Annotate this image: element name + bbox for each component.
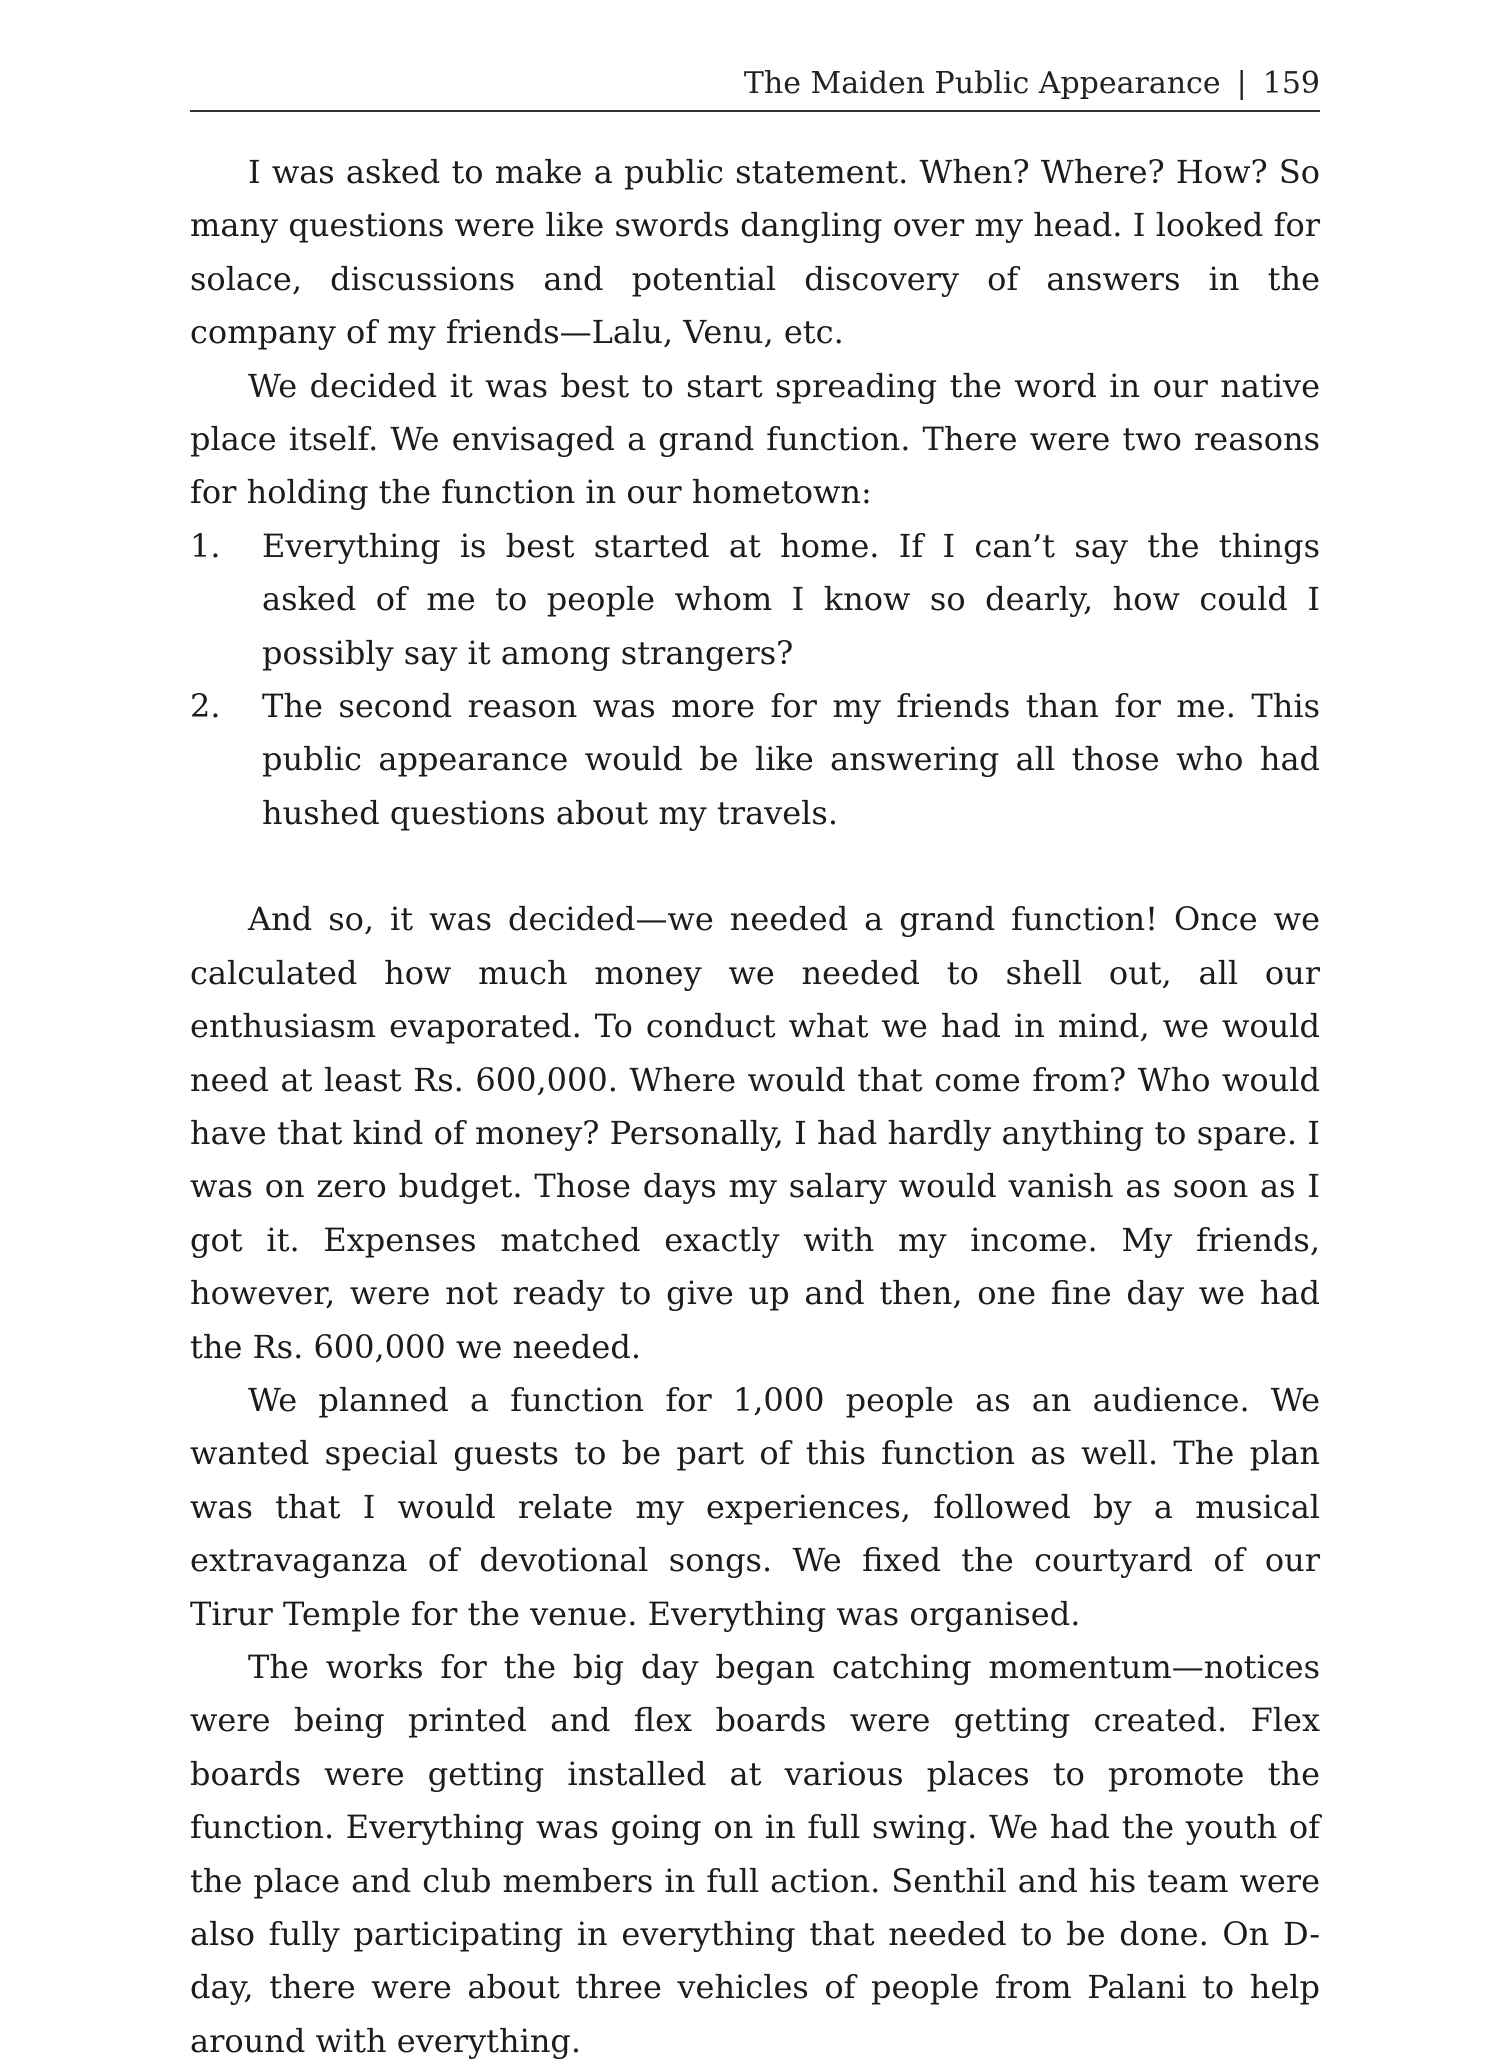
header-separator: |	[1236, 66, 1247, 101]
page-number: 159	[1262, 66, 1320, 101]
list-item-2	[190, 680, 1320, 840]
list-item-1	[190, 520, 1320, 680]
list-text-1: Everything is best started at home. If I can’t say the things asked of me to people whom I know so dearly, how could I possibly say it among strangers?	[262, 526, 1320, 672]
list-number-2: 2.	[190, 687, 221, 726]
paragraph-2: We decided it was best to start spreading the word in our native place itself. We envisaged a grand function. There were two reasons for holding the function in our hometown:	[190, 366, 1320, 512]
paragraph-5: The works for the big day began catching momentum—notices were being printed and flex boards were getting created. Flex boards were getting installed at various places to promote the function. Everything was going on in full swing. We had the youth of the place and club members in full action. Senthil and his team were also fully participating in everything that needed to be done. On D-day, there were about three vehicles of people from Palani to help around with everything.	[190, 1647, 1320, 2060]
list-number-1: 1.	[190, 526, 221, 565]
header-rule	[190, 110, 1320, 112]
page-body	[190, 146, 1320, 2068]
reasons-list	[190, 520, 1320, 840]
chapter-title: The Maiden Public Appearance	[743, 66, 1221, 101]
paragraph-3: And so, it was decided—we needed a grand function! Once we calculated how much money we needed to shell out, all our enthusiasm evaporated. To conduct what we had in mind, we would need at least Rs. 600,000. Where would that come from? Who would have that kind of money? Personally, I had hardly anything to spare. I was on zero budget. Those days my salary would vanish as soon as I got it. Expenses matched exactly with my income. My friends, however, were not ready to give up and then, one fine day we had the Rs. 600,000 we needed.	[190, 900, 1320, 1366]
running-header	[190, 64, 1320, 104]
list-text-2: The second reason was more for my friends than for me. This public appearance would be like answering all those who had hushed questions about my travels.	[262, 687, 1320, 832]
paragraph-1: I was asked to make a public statement. When? Where? How? So many questions were like swords dangling over my head. I looked for solace, discussions and potential discovery of answers in the company of my friends—Lalu, Venu, etc.	[190, 153, 1320, 352]
paragraph-4: We planned a function for 1,000 people as an audience. We wanted special guests to be part of this function as well. The plan was that I would relate my experiences, followed by a musical extravaganza of devotional songs. We fixed the courtyard of our Tirur Temple for the venue. Everything was organised.	[190, 1380, 1320, 1633]
